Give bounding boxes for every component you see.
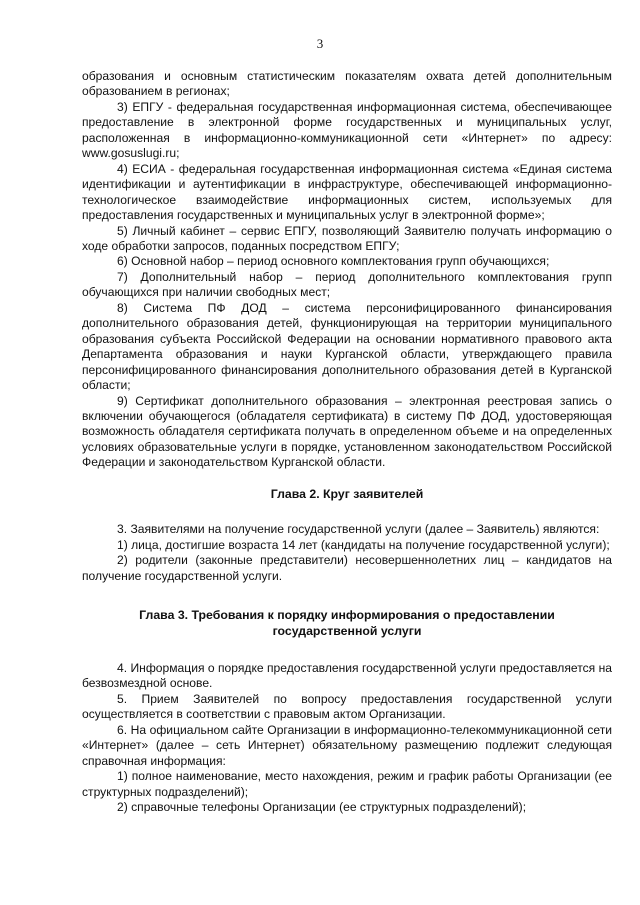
chapter-2-item-2: 2) родители (законные представители) несовершеннолетних лиц – кандидатов на получение государственной услуги. xyxy=(82,553,612,583)
chapter-3-heading-line-1: Глава 3. Требования к порядку информирования о предоставлении xyxy=(139,608,555,623)
definition-pf-dod: 8) Система ПФ ДОД – система персонифицированного финансирования дополнительного образования детей, функционирующая на территории муниципального образования субъекта Российской Федерации на основании нормативного правового акта Департамента образования и науки Курганской области, утверждающего правила персонифицированного финансирования дополнительного образования детей в Курганской области; xyxy=(82,300,612,393)
chapter-3-item-2: 2) справочные телефоны Организации (ее структурных подразделений); xyxy=(117,800,527,815)
chapter-3-heading-line-2: государственной услуги xyxy=(272,623,422,638)
definition-additional-enrollment: 7) Дополнительный набор – период дополнительного комплектования групп обучающихся при наличии свободных мест; xyxy=(82,269,612,300)
definition-esia: 4) ЕСИА - федеральная государственная информационная система «Единая система идентификации и аутентификации в инфраструктуре, обеспечивающей информационно-технологическое взаимодействие информационных систем, используемых для предоставления государственных и муниципальных услуг в электронной форме»; xyxy=(82,161,612,223)
chapter-3-paragraph-4: 4. Информация о порядке предоставления государственной услуги предоставляется на безвозмездной основе. xyxy=(82,660,612,691)
chapter-3-paragraph-5: 5. Прием Заявителей по вопросу предоставления государственной услуги осуществляется в соответствии с правовым актом Организации. xyxy=(82,691,612,722)
chapter-2-paragraph-3: 3. Заявителями на получение государственной услуги (далее – Заявитель) являются: xyxy=(117,522,600,537)
page-number: 3 xyxy=(316,36,324,51)
chapter-3-item-1: 1) полное наименование, место нахождения, режим и график работы Организации (ее структурных подразделений); xyxy=(82,769,612,799)
document-body xyxy=(82,69,612,815)
chapter-2-item-1: 1) лица, достигшие возраста 14 лет (кандидаты на получение государственной услуги); xyxy=(117,537,610,552)
chapter-3-heading xyxy=(82,608,612,639)
definition-epgu: 3) ЕПГУ - федеральная государственная информационная система, обеспечивающее предоставление в электронной форме государственных и муниципальных услуг, расположенная в информационно-коммуникационной сети «Интернет» по адресу: www.gosuslugi.ru; xyxy=(82,99,612,161)
definition-personal-account: 5) Личный кабинет – сервис ЕПГУ, позволяющий Заявителю получать информацию о ходе обработки запросов, поданных посредством ЕПГУ; xyxy=(82,223,612,253)
definition-certificate: 9) Сертификат дополнительного образования – электронная реестровая запись о включении обучающегося (обладателя сертификата) в систему ПФ ДОД, удостоверяющая возможность обладателя сертификата получать в определенном объеме и на определенных условиях образовательные услуги в порядке, установленном законодательством Российской Федерации и законодательством Курганской области. xyxy=(82,393,612,470)
chapter-2-heading: Глава 2. Круг заявителей xyxy=(270,486,424,501)
paragraph-continuation: образования и основным статистическим показателям охвата детей дополнительным образованием в регионах; xyxy=(82,69,612,99)
definition-main-enrollment: 6) Основной набор – период основного комплектования групп обучающихся; xyxy=(117,254,550,269)
chapter-3-paragraph-6: 6. На официальном сайте Организации в информационно-телекоммуникационной сети «Интернет» (далее – сеть Интернет) обязательному размещению подлежит следующая справочная информация: xyxy=(82,722,612,768)
